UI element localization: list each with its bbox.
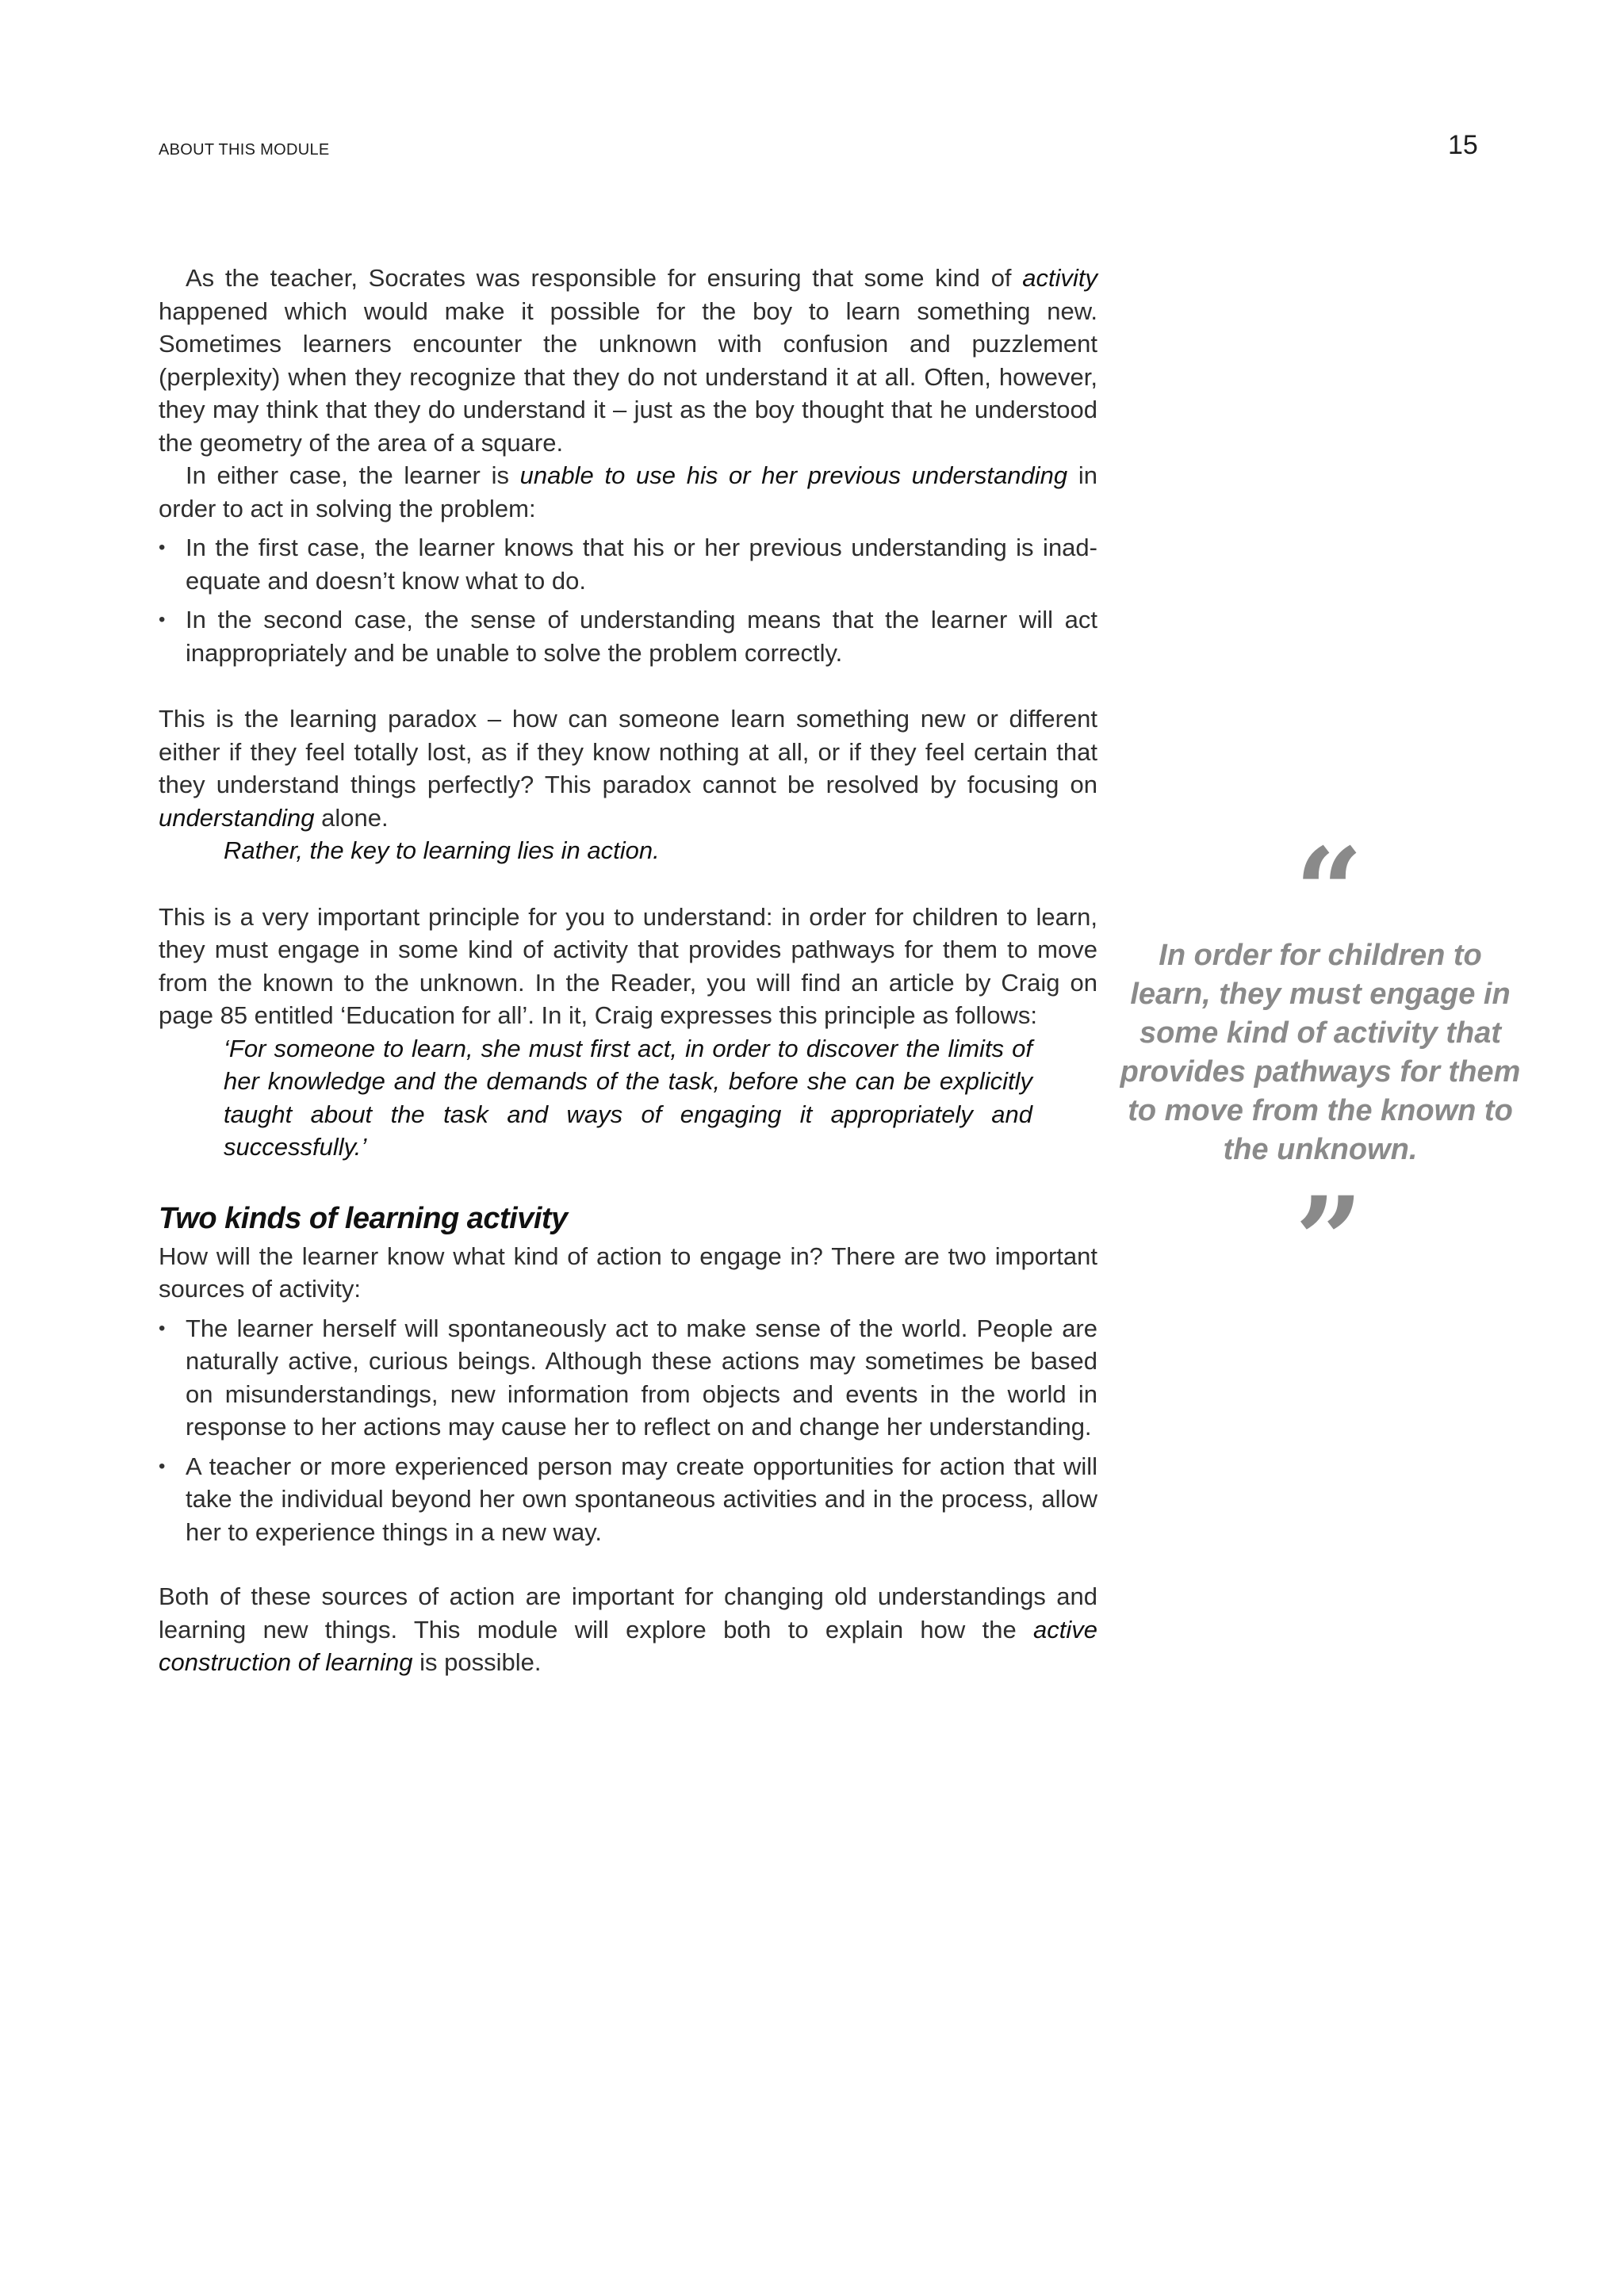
emphasis-unable: unable to use his or her previous understanding xyxy=(519,461,1068,489)
paragraph-learning-paradox xyxy=(159,702,1097,834)
text-run: Both of these sources of action are important for changing old understandings and learning new things. This module will explore both to explain how the xyxy=(159,1582,1097,1644)
pull-quote-text: In order for children to learn, they must engage in some kind of activity that provides pathways for them to move from the known to the unknown. xyxy=(1120,939,1521,1166)
section-heading: Two kinds of learning activity xyxy=(159,1201,568,1235)
paragraph-conclusion xyxy=(159,1580,1097,1679)
paragraph-sources: How will the learner know what kind of action to engage in? There are two important sources of activity: xyxy=(159,1242,1097,1303)
bullet-list-cases xyxy=(159,531,1097,669)
text-run: alone. xyxy=(314,803,389,832)
emphasis-understanding: understanding xyxy=(159,803,315,832)
list-item: • The learner herself will spontaneously act to make sense of the world. People are naturally active, curious beings. Although these actions may sometimes be based on misunderstandings, new information from objects and events in the world in response to her actions may cause her to reflect on and change her understanding. xyxy=(159,1312,1097,1444)
list-item: • In the second case, the sense of understanding means that the learner will act inappropriately and be unable to solve the problem correctly. xyxy=(159,603,1097,669)
craig-quote: ‘For someone to learn, she must first act, in order to discover the limits of her knowledge and the demands of the task, before she can be explicitly taught about the task and ways of engaging it appropriately and successfully.’ xyxy=(224,1034,1032,1161)
paragraph-principle: This is a very important principle for you to understand: in order for children to learn, they must engage in some kind of activity that provides pathways for them to move from the known to the unknown. In the Reader, you will find an article by Craig on page 85 entitled ‘Education for all’. In it, Craig expresses this principle as follows: xyxy=(159,902,1097,1029)
text-run: As the teacher, Socrates was responsible for ensuring that some kind of xyxy=(186,264,1023,292)
pull-quote xyxy=(1118,822,1522,1311)
text-run: This is the learning paradox – how can someone learn something new or different either if they feel totally lost, as if they know nothing at all, or if they feel certain that they understand things perfectly? This paradox cannot be resolved by focusing on xyxy=(159,705,1097,798)
page-number: 15 xyxy=(1448,130,1478,160)
emphasis-active-construction: active construction of learning xyxy=(159,1615,1097,1676)
main-column xyxy=(159,262,1097,1679)
list-item: • A teacher or more experienced person may create opportunities for action that will take the individual beyond her own spontaneous activities and in the process, allow her to experience things in a new way. xyxy=(159,1450,1097,1549)
emphasis-activity: activity xyxy=(1022,264,1097,292)
text-run: in order to act in solving the problem: xyxy=(159,461,1097,522)
running-head: ABOUT THIS MODULE xyxy=(159,141,330,159)
text-run: In either case, the learner is xyxy=(186,461,520,489)
open-quote-mark: “ xyxy=(1294,822,1364,962)
paragraph-either-case xyxy=(159,459,1097,525)
text-run: is possible. xyxy=(412,1648,542,1676)
paragraph-socrates xyxy=(159,262,1097,459)
close-quote-mark: ” xyxy=(1294,1171,1364,1311)
bullet-list-sources xyxy=(159,1312,1097,1549)
text-run: happened which would make it possible for the boy to learn something new. Sometimes learners encounter the unknown with confusion and puzzlement (perplexity) when they recognize that they do not understand it at all. Often, however, they may think that they do understand it – just as the boy thought that he understood the geometry of the area of a square. xyxy=(159,297,1097,457)
key-line: Rather, the key to learning lies in action. xyxy=(224,836,660,864)
list-item: • In the first case, the learner knows that his or her previous understanding is inadequate and doesn’t know what to do. xyxy=(159,531,1097,597)
